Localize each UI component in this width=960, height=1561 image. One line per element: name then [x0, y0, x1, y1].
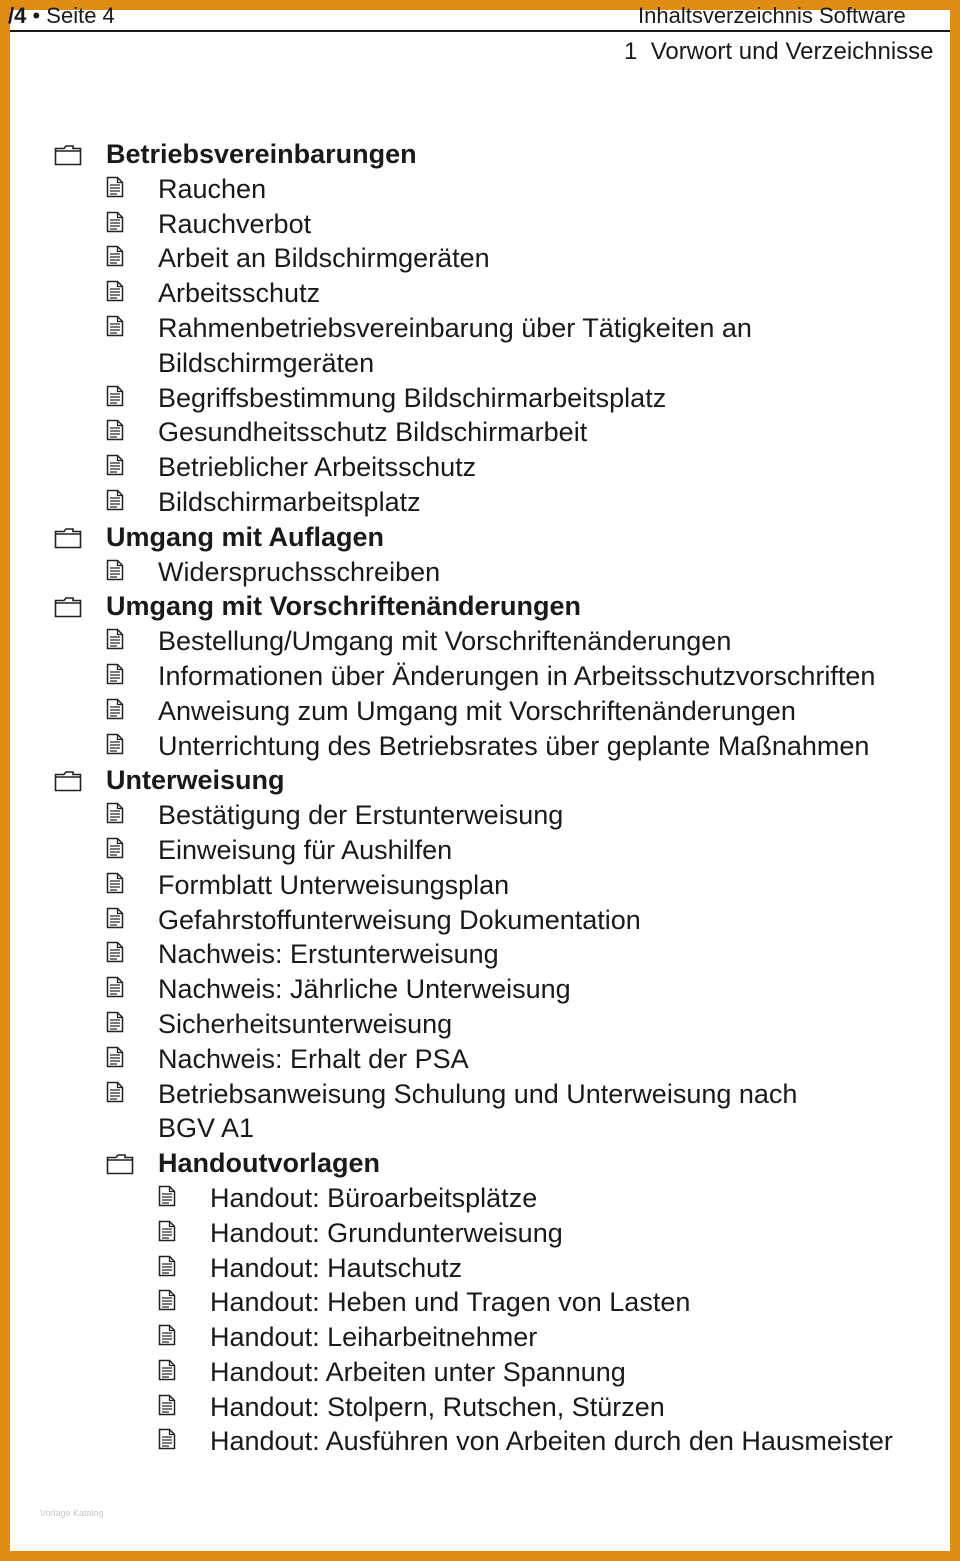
toc-document-item[interactable]	[10, 833, 950, 868]
toc-document-item[interactable]	[10, 207, 950, 242]
document-icon	[106, 1046, 124, 1068]
document-icon	[106, 907, 124, 929]
folder-icon	[106, 1153, 134, 1175]
toc-document-item[interactable]	[10, 972, 950, 1007]
toc-item-label: Handout: Grundunterweisung	[210, 1217, 563, 1248]
toc-item-label: Arbeitsschutz	[158, 278, 321, 309]
toc-item-label: Umgang mit Vorschriftenänderungen	[106, 591, 582, 622]
document-icon	[106, 245, 124, 267]
page-header	[10, 2, 950, 30]
toc-item-label: Handout: Ausführen von Arbeiten durch den Hausmeister	[210, 1426, 893, 1457]
toc-document-item[interactable]	[10, 1355, 950, 1390]
toc-folder-item[interactable]	[10, 520, 950, 555]
toc-item-label: Anweisung zum Umgang mit Vorschriftenänderungen	[158, 695, 796, 726]
toc-item-label: Rahmenbetriebsvereinbarung über Tätigkeiten an Bildschirmgeräten	[158, 312, 752, 378]
toc-document-item[interactable]	[10, 172, 950, 207]
toc-item-label: Handout: Arbeiten unter Spannung	[210, 1356, 626, 1387]
document-icon	[158, 1394, 176, 1416]
document-icon	[106, 280, 124, 302]
toc-item-label: Betriebsvereinbarungen	[106, 139, 417, 169]
toc-item-label: Widerspruchsschreiben	[158, 556, 441, 587]
toc-document-item[interactable]	[10, 1181, 950, 1216]
document-icon	[106, 872, 124, 894]
toc-document-item[interactable]	[10, 729, 950, 764]
toc-document-item[interactable]	[10, 868, 950, 903]
toc-document-item[interactable]	[10, 1320, 950, 1355]
table-of-contents	[10, 137, 950, 1459]
header-divider	[10, 30, 950, 32]
toc-document-item[interactable]	[10, 937, 950, 972]
watermark: Vorlage Katalog	[40, 1508, 104, 1518]
document-icon	[106, 176, 124, 198]
toc-item-label: Umgang mit Auflagen	[106, 521, 385, 552]
toc-document-item[interactable]	[10, 1216, 950, 1251]
toc-folder-item[interactable]	[10, 137, 950, 172]
folder-icon	[54, 144, 82, 166]
document-icon	[158, 1255, 176, 1277]
document-icon	[106, 489, 124, 511]
document-icon	[106, 315, 124, 337]
document-icon	[106, 211, 124, 233]
toc-item-label: Nachweis: Erhalt der PSA	[158, 1043, 469, 1074]
toc-item-label: Handout: Stolpern, Rutschen, Stürzen	[210, 1391, 665, 1422]
toc-item-label: Nachweis: Jährliche Unterweisung	[158, 974, 571, 1005]
toc-item-label: Gefahrstoffunterweisung Dokumentation	[158, 904, 641, 935]
toc-document-item[interactable]	[10, 485, 950, 520]
toc-folder-item[interactable]	[10, 589, 950, 624]
toc-folder-item[interactable]	[10, 763, 950, 798]
toc-item-label: Rauchen	[158, 173, 267, 204]
document-icon	[158, 1359, 176, 1381]
document-icon	[106, 941, 124, 963]
folder-icon	[54, 596, 82, 618]
toc-item-label: Betrieblicher Arbeitsschutz	[158, 452, 477, 483]
document-icon	[106, 802, 124, 824]
document-icon	[158, 1289, 176, 1311]
toc-document-item[interactable]	[10, 1390, 950, 1425]
toc-document-item[interactable]	[10, 624, 950, 659]
toc-document-item[interactable]	[10, 1042, 950, 1077]
toc-item-label: Arbeit an Bildschirmgeräten	[158, 243, 490, 274]
toc-document-item[interactable]	[10, 415, 950, 450]
toc-document-item[interactable]	[10, 381, 950, 416]
toc-item-label: Informationen über Änderungen in Arbeitsschutzvorschriften	[158, 660, 876, 691]
document-icon	[158, 1324, 176, 1346]
toc-document-item[interactable]	[10, 694, 950, 729]
document-title: Inhaltsverzeichnis Software	[638, 3, 906, 28]
toc-item-label: Begriffsbestimmung Bildschirmarbeitsplatz	[158, 382, 667, 413]
document-icon	[106, 559, 124, 581]
document-icon	[106, 628, 124, 650]
toc-document-item[interactable]	[10, 1077, 950, 1147]
toc-item-label: Bestellung/Umgang mit Vorschriftenänderungen	[158, 626, 732, 657]
toc-item-label: Bestätigung der Erstunterweisung	[158, 800, 564, 831]
document-icon	[106, 663, 124, 685]
toc-item-label: Handout: Leiharbeitnehmer	[210, 1322, 538, 1353]
toc-item-label: Gesundheitsschutz Bildschirmarbeit	[158, 417, 588, 448]
toc-document-item[interactable]	[10, 1424, 950, 1459]
folder-icon	[54, 527, 82, 549]
toc-item-label: Einweisung für Aushilfen	[158, 834, 453, 865]
toc-item-label: Betriebsanweisung Schulung und Unterweisung nach BGV A1	[158, 1078, 798, 1144]
toc-item-label: Rauchverbot	[158, 208, 312, 239]
document-icon	[106, 733, 124, 755]
toc-document-item[interactable]	[10, 798, 950, 833]
toc-item-label: Formblatt Unterweisungsplan	[158, 869, 510, 900]
toc-item-label: Sicherheitsunterweisung	[158, 1008, 453, 1039]
toc-document-item[interactable]	[10, 276, 950, 311]
document-icon	[106, 454, 124, 476]
toc-item-label: Handout: Hautschutz	[210, 1252, 463, 1283]
document-icon	[106, 837, 124, 859]
document-icon	[106, 385, 124, 407]
document-icon	[106, 419, 124, 441]
page-number: /4 • Seite 4	[8, 3, 115, 28]
toc-item-label: Unterweisung	[106, 765, 285, 796]
document-icon	[158, 1185, 176, 1207]
folder-icon	[54, 770, 82, 792]
document-icon	[106, 1081, 124, 1103]
toc-document-item[interactable]	[10, 555, 950, 590]
document-icon	[158, 1428, 176, 1450]
toc-item-label: Handout: Heben und Tragen von Lasten	[210, 1287, 691, 1318]
toc-document-item[interactable]	[10, 450, 950, 485]
document-icon	[158, 1220, 176, 1242]
toc-document-item[interactable]	[10, 903, 950, 938]
toc-document-item[interactable]	[10, 1285, 950, 1320]
chapter-heading: 1 Vorwort und Verzeichnisse	[624, 38, 934, 65]
document-page	[8, 3, 950, 1551]
toc-document-item[interactable]	[10, 659, 950, 694]
toc-item-label: Handoutvorlagen	[158, 1148, 381, 1179]
toc-folder-item[interactable]	[10, 1146, 950, 1181]
document-icon	[106, 1011, 124, 1033]
toc-document-item[interactable]	[10, 241, 950, 276]
document-icon	[106, 976, 124, 998]
toc-document-item[interactable]	[10, 1007, 950, 1042]
toc-document-item[interactable]	[10, 1251, 950, 1286]
document-icon	[106, 698, 124, 720]
toc-item-label: Bildschirmarbeitsplatz	[158, 486, 421, 517]
toc-item-label: Handout: Büroarbeitsplätze	[210, 1182, 538, 1213]
toc-document-item[interactable]	[10, 311, 950, 381]
toc-item-label: Nachweis: Erstunterweisung	[158, 939, 499, 970]
toc-item-label: Unterrichtung des Betriebsrates über geplante Maßnahmen	[158, 730, 870, 761]
